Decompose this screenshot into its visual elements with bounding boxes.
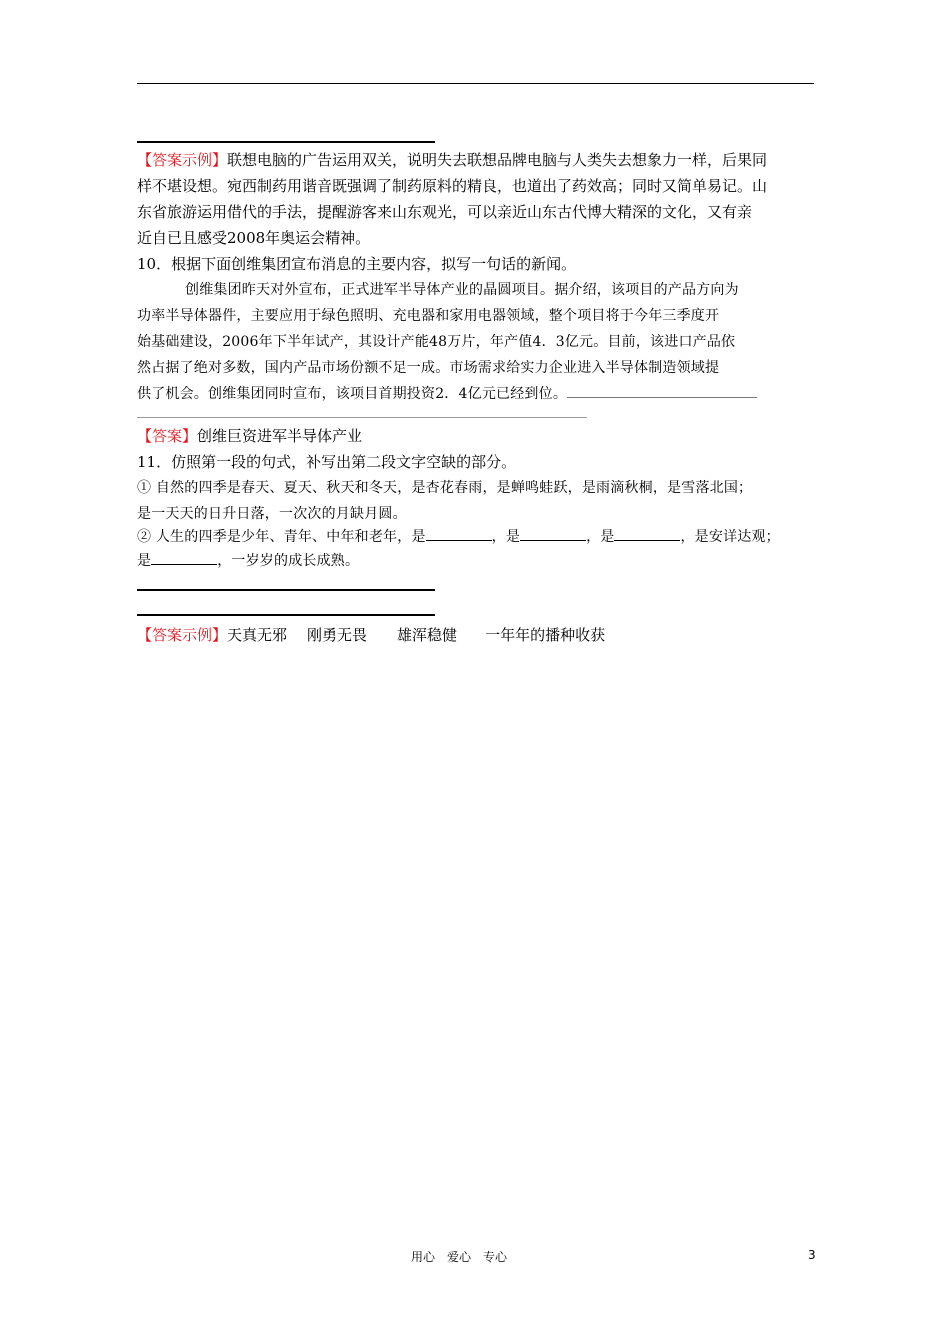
page-number: 3 bbox=[808, 1248, 816, 1262]
q11-para1-line-1: ① 自然的四季是春天、夏天、秋天和冬天，是杏花春雨，是蝉鸣蛙跃，是雨滴秋桐，是雪落北国； bbox=[137, 480, 753, 496]
answer-rule bbox=[137, 141, 435, 143]
q10-passage-line-2: 功率半导体器件，主要应用于绿色照明、充电器和家用电器领域，整个项目将于今年三季度开 bbox=[137, 308, 720, 324]
q10-question: 10．根据下面创维集团宣布消息的主要内容，拟写一句话的新闻。 bbox=[137, 255, 577, 273]
q10-passage-line-3: 始基础建设，2006年下半年试产，其设计产能48万片，年产值4．3亿元。目前，该进口产品依 bbox=[137, 334, 736, 350]
q11-answer: 【答案示例】天真无邪 刚勇无畏 雄浑稳健 一年年的播种收获 bbox=[137, 626, 606, 644]
q10-answer: 【答案】创维巨资进军半导体产业 bbox=[137, 427, 363, 445]
fill-blank-3 bbox=[614, 526, 680, 541]
answer-blank bbox=[567, 383, 757, 398]
answer-line bbox=[137, 417, 587, 418]
q11-question: 11．仿照第一段的句式，补写出第二段文字空缺的部分。 bbox=[137, 453, 517, 471]
answer-rule bbox=[137, 589, 435, 591]
q9-answer-line-3: 东省旅游运用借代的手法，提醒游客来山东观光，可以亲近山东古代博大精深的文化，又有亲 bbox=[137, 203, 753, 221]
fill-blank-2 bbox=[520, 526, 586, 541]
q11-para2-line-1: ② 人生的四季是少年、青年、中年和老年，是 ，是 ，是 ，是安详达观； bbox=[137, 526, 780, 548]
q11-para1-line-2: 是一天天的日升日落，一次次的月缺月圆。 bbox=[137, 506, 407, 522]
q9-answer-line-2: 样不堪设想。宛西制药用谐音既强调了制药原料的精良，也道出了药效高；同时又简单易记。山 bbox=[137, 177, 768, 195]
footer-motto: 用心 爱心 专心 bbox=[411, 1250, 508, 1264]
q9-answer-line-1: 【答案示例】联想电脑的广告运用双关，说明失去联想品牌电脑与人类失去想象力一样，后果同 bbox=[137, 151, 768, 169]
answer-example-tag: 【答案示例】 bbox=[137, 626, 228, 644]
q10-passage-line-4: 然占据了绝对多数，国内产品市场份额不足一成。市场需求给实力企业进入半导体制造领域提 bbox=[137, 360, 720, 376]
q11-para2-line-2: 是 ，一岁岁的成长成熟。 bbox=[137, 550, 359, 572]
answer-example-tag: 【答案示例】 bbox=[137, 151, 228, 169]
answer-rule bbox=[137, 614, 435, 616]
q9-answer-line-4: 近自已且感受2008年奥运会精神。 bbox=[137, 229, 371, 247]
q10-passage-line-1: 创维集团昨天对外宣布，正式进军半导体产业的晶圆项目。据介绍，该项目的产品方向为 bbox=[185, 282, 739, 298]
answer-tag: 【答案】 bbox=[137, 427, 198, 445]
fill-blank-4 bbox=[151, 550, 217, 565]
q10-passage-line-5: 供了机会。创维集团同时宣布，该项目首期投资2．4亿元已经到位。 bbox=[137, 383, 757, 405]
fill-blank-1 bbox=[426, 526, 492, 541]
header-rule bbox=[137, 83, 814, 84]
